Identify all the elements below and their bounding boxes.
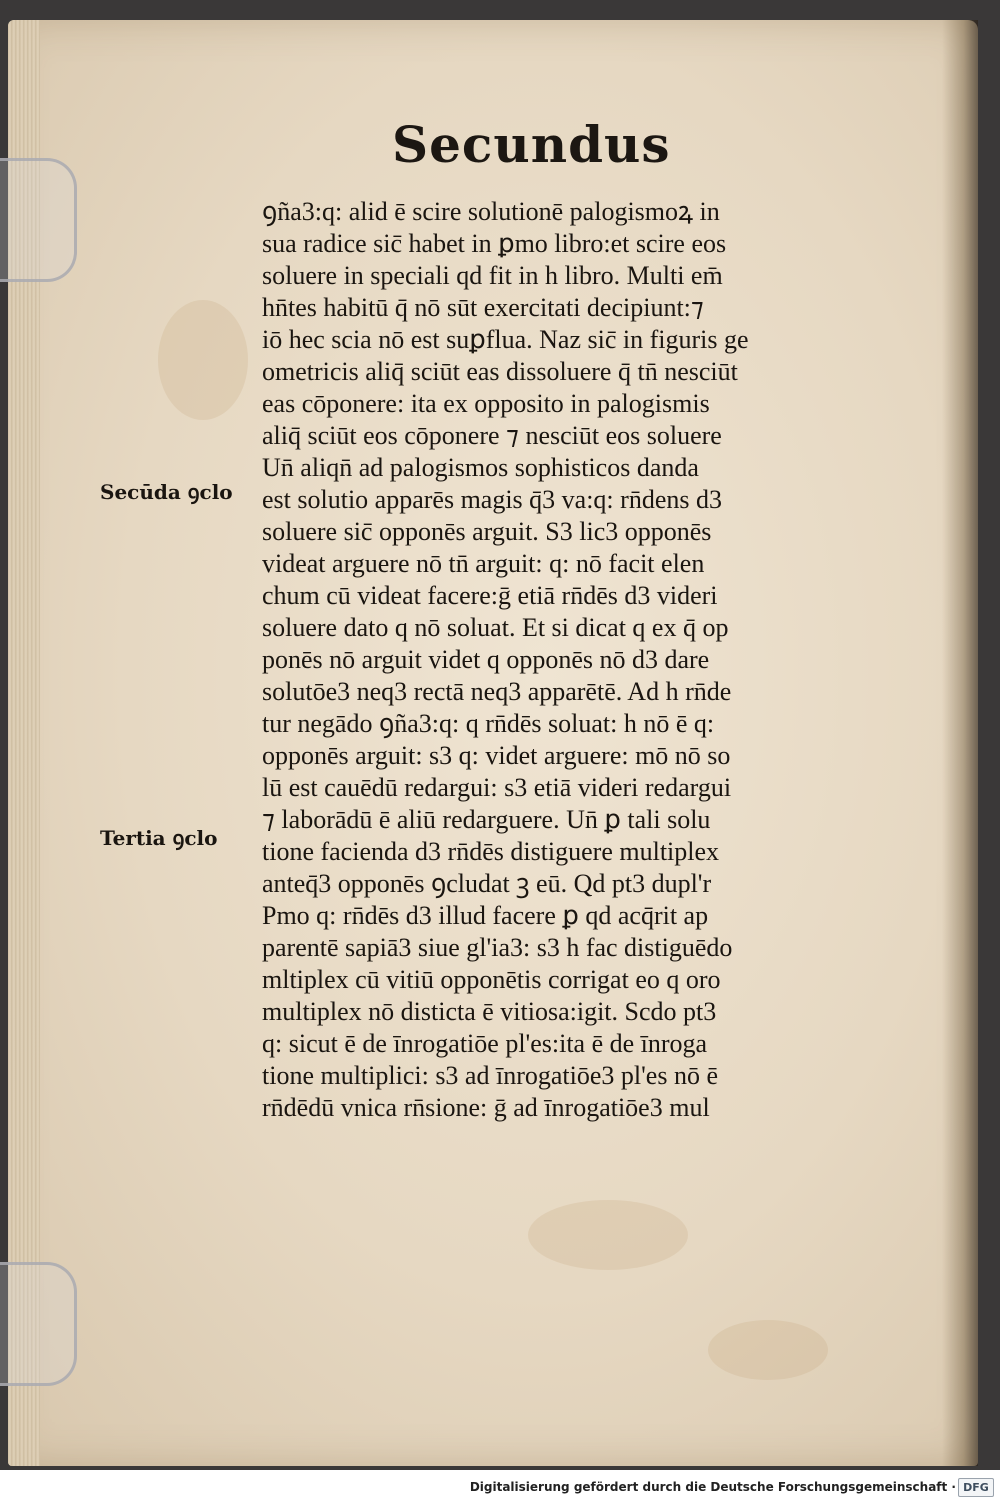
text-line: tione facienda d3 rn̄dēs distiguere multiplex	[262, 837, 720, 866]
text-line: ⁊ laborādū ē aliū redarguere. Un̄ ꝑ tali solu	[262, 805, 711, 834]
text-line: soluere sic̄ opponēs arguit. S3 lic3 opponēs	[262, 517, 712, 546]
marginal-note-tertia: Tertia ꝯclo	[100, 826, 218, 850]
text-line: rn̄dēdū vnica rn̄sione: ḡ ad īnrogatiōe3 mul	[262, 1093, 710, 1122]
text-line: chum cū videat facere:ḡ etiā rn̄dēs d3 videri	[262, 581, 718, 610]
footer-bar	[0, 1470, 1000, 1507]
running-head: Secundus	[392, 115, 671, 174]
marginal-note-secunda: Secūda ꝯclo	[100, 480, 233, 504]
text-line: soluere in speciali qd fit in h libro. Multi em̄	[262, 261, 723, 290]
text-line: est solutio apparēs magis q̄3 va:q: rn̄dens d3	[262, 485, 722, 514]
text-line: anteq̄3 opponēs ꝯcludat ꝫ eū. Qd pt3 dupl'r	[262, 869, 712, 898]
text-line: mltiplex cū vitiū opponētis corrigat eo q oro	[262, 965, 721, 994]
text-line: ometricis aliq̄ sciūt eas dissoluere q̄ tn̄ nesciūt	[262, 357, 738, 386]
paper-stain	[158, 300, 248, 420]
text-line: multiplex nō disticta ē vitiosa:igit. Scdo pt3	[262, 997, 717, 1026]
text-line: opponēs arguit: s3 q: videt arguere: mō nō so	[262, 741, 731, 770]
text-line: soluere dato q nō soluat. Et si dicat q ex q̄ op	[262, 613, 729, 642]
page-clip-bottom	[0, 1262, 77, 1386]
paper-stain	[528, 1200, 688, 1270]
page-clip-top	[0, 158, 77, 282]
text-line: sua radice sic̄ habet in ꝑmo libro:et scire eos	[262, 229, 727, 258]
text-line: lū est cauēdū redargui: s3 etiā videri redargui	[262, 773, 732, 802]
text-line: Un̄ aliqn̄ ad palogismos sophisticos danda	[262, 453, 699, 482]
text-line: tur negādo ꝯña3:q: q rn̄dēs soluat: h nō ē q:	[262, 709, 715, 738]
text-line: hn̄tes habitū q̄ nō sūt exercitati decipiunt:⁊	[262, 293, 704, 322]
text-line: iō hec scia nō est suꝑflua. Naz sic̄ in figuris ge	[262, 325, 749, 354]
body-text	[262, 196, 844, 1124]
funding-credit: Digitalisierung gefördert durch die Deutsche Forschungsgemeinschaft ·	[469, 1480, 956, 1494]
text-line: videat arguere nō tn̄ arguit: q: nō facit elen	[262, 549, 705, 578]
dfg-logo[interactable]: DFG	[958, 1478, 994, 1497]
text-line: q: sicut ē de īnrogatiōe pl'es:ita ē de īnroga	[262, 1029, 708, 1058]
text-line: ponēs nō arguit videt q opponēs nō d3 dare	[262, 645, 710, 674]
text-line: parentē sapiā3 siue gl'ia3: s3 h fac distiguēdo	[262, 933, 733, 962]
text-line: Pmo q: rn̄dēs d3 illud facere ꝑ qd acq̄rit ap	[262, 901, 709, 930]
text-line: eas cōponere: ita ex opposito in palogismis	[262, 389, 710, 418]
text-line: solutōe3 neq3 rectā neq3 apparētē. Ad h rn̄de	[262, 677, 732, 706]
text-line: tione multiplici: s3 ad īnrogatiōe3 pl'es nō ē	[262, 1061, 718, 1090]
text-line: aliq̄ sciūt eos cōponere ⁊ nesciūt eos soluere	[262, 421, 722, 450]
paper-stain	[708, 1320, 828, 1380]
binding-gutter	[942, 20, 978, 1466]
text-line: ꝯña3:q: alid ē scire solutionē palogismoꝝ in	[262, 197, 720, 226]
